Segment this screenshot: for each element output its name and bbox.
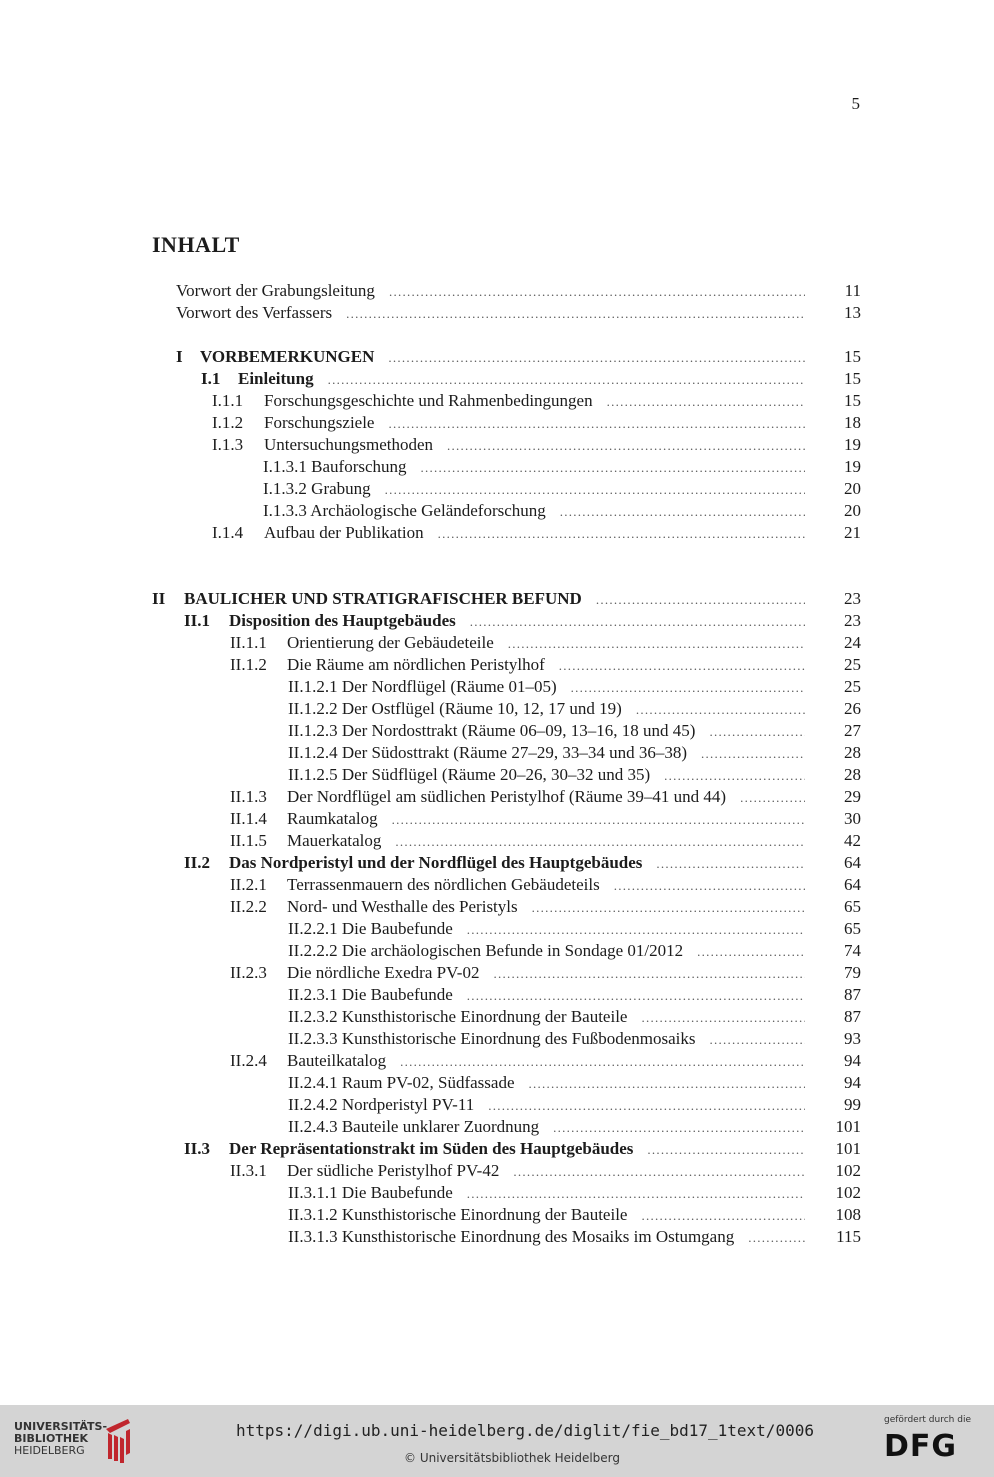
toc-entry[interactable] <box>230 1050 861 1072</box>
toc-entry-number: I.1.4 <box>212 523 244 542</box>
toc-entry[interactable] <box>288 720 861 742</box>
toc-entry[interactable] <box>263 478 861 500</box>
dot-leader <box>710 1029 806 1051</box>
toc-entry-number: I <box>176 347 183 366</box>
toc-entry-page: 99 <box>844 1095 861 1114</box>
toc-entry-title: II.1.2.1 Der Nordflügel (Räume 01–05) <box>288 677 557 696</box>
toc-entry-number: II.2.1 <box>230 875 267 894</box>
toc-entry-number: II <box>152 589 166 608</box>
dot-leader <box>513 1161 805 1183</box>
toc-entry-title: II.2.4.1 Raum PV-02, Südfassade <box>288 1073 515 1092</box>
dot-leader <box>571 677 805 699</box>
library-logo-line: HEIDELBERG <box>14 1444 85 1457</box>
toc-entry[interactable] <box>184 852 861 874</box>
dot-leader <box>740 787 805 809</box>
dot-leader <box>389 281 805 303</box>
toc-entry[interactable] <box>230 896 861 918</box>
toc-entry-title: Vorwort der Grabungsleitung <box>176 281 375 300</box>
toc-entry[interactable] <box>230 808 861 830</box>
toc-entry-page: 26 <box>844 699 861 718</box>
toc-entry-number: II.1 <box>184 611 210 630</box>
dot-leader <box>421 457 805 479</box>
toc-entry[interactable] <box>230 874 861 896</box>
toc-entry-page: 64 <box>844 853 861 872</box>
toc-entry-page: 42 <box>844 831 861 850</box>
toc-entry-page: 20 <box>844 501 861 520</box>
dot-leader <box>709 721 805 743</box>
toc-entry-page: 101 <box>835 1117 861 1136</box>
dot-leader <box>385 479 805 501</box>
dot-leader <box>388 413 805 435</box>
toc-entry-page: 23 <box>844 589 861 608</box>
toc-entry-title: II.2.2.1 Die Baubefunde <box>288 919 453 938</box>
funded-by-label: gefördert durch die <box>884 1415 971 1425</box>
toc-entry-title: Disposition des Hauptgebäudes <box>229 611 456 630</box>
dot-leader <box>395 831 805 853</box>
toc-entry-page: 27 <box>844 721 861 740</box>
toc-entry-title: Die Räume am nördlichen Peristylhof <box>287 655 545 674</box>
dot-leader <box>560 501 805 523</box>
toc-entry-page: 21 <box>844 523 861 542</box>
toc-entry-page: 87 <box>844 985 861 1004</box>
toc-entry-title: II.1.2.3 Der Nordosttrakt (Räume 06–09, 13–16, 18 und 45) <box>288 721 696 740</box>
toc-entry-title: I.1.3.1 Bauforschung <box>263 457 407 476</box>
toc-entry-page: 15 <box>844 391 861 410</box>
toc-entry-page: 23 <box>844 611 861 630</box>
toc-entry[interactable] <box>288 1116 861 1138</box>
toc-entry-page: 11 <box>844 281 861 300</box>
toc-entry-title: Forschungsgeschichte und Rahmenbedingungen <box>264 391 593 410</box>
library-logo-line: UNIVERSITÄTS- <box>14 1420 108 1433</box>
dot-leader <box>697 941 805 963</box>
toc-entry-page: 24 <box>844 633 861 652</box>
dot-leader <box>614 875 805 897</box>
toc-entry-title: BAULICHER UND STRATIGRAFISCHER BEFUND <box>184 589 582 608</box>
toc-entry[interactable] <box>176 280 861 302</box>
dot-leader <box>529 1073 806 1095</box>
toc-entry-title: II.1.2.2 Der Ostflügel (Räume 10, 12, 17 und 19) <box>288 699 622 718</box>
toc-entry-page: 15 <box>844 369 861 388</box>
toc-entry[interactable] <box>288 1072 861 1094</box>
toc-entry-number: II.3 <box>184 1139 210 1158</box>
toc-entry-title: Die nördliche Exedra PV-02 <box>287 963 480 982</box>
toc-entry-page: 74 <box>844 941 861 960</box>
dot-leader <box>559 655 805 677</box>
toc-entry[interactable] <box>176 302 861 324</box>
toc-entry-page: 19 <box>844 435 861 454</box>
dot-leader <box>388 347 805 369</box>
toc-entry[interactable] <box>230 632 861 654</box>
toc-entry-title: II.1.2.4 Der Südosttrakt (Räume 27–29, 33–34 und 36–38) <box>288 743 687 762</box>
toc-entry-title: Einleitung <box>238 369 314 388</box>
toc-entry-page: 94 <box>844 1073 861 1092</box>
toc-entry-title: II.2.3.1 Die Baubefunde <box>288 985 453 1004</box>
toc-entry[interactable] <box>288 1094 861 1116</box>
toc-entry[interactable] <box>230 830 861 852</box>
toc-entry-number: II.1.2 <box>230 655 267 674</box>
toc-entry[interactable] <box>288 1006 861 1028</box>
dot-leader <box>641 1007 805 1029</box>
toc-entry-title: Vorwort des Verfassers <box>176 303 333 322</box>
dot-leader <box>467 1183 805 1205</box>
toc-entry-page: 102 <box>835 1183 861 1202</box>
dot-leader <box>470 611 805 633</box>
toc-entry[interactable] <box>288 698 861 720</box>
toc-entry-number: II.1.3 <box>230 787 267 806</box>
library-logo-line: BIBLIOTHEK <box>14 1432 89 1445</box>
dot-leader <box>488 1095 805 1117</box>
toc-entry-title: II.2.3.2 Kunsthistorische Einordnung der Bauteile <box>288 1007 628 1026</box>
dot-leader <box>748 1227 805 1249</box>
toc-entry-title: II.2.3.3 Kunsthistorische Einordnung des Fußbodenmosaiks <box>288 1029 696 1048</box>
dot-leader <box>553 1117 805 1139</box>
toc-entry-page: 25 <box>844 655 861 674</box>
toc-entry-page: 20 <box>844 479 861 498</box>
toc-entry-page: 29 <box>844 787 861 806</box>
toc-entry-title: VORBEMERKUNGEN <box>200 347 375 366</box>
toc-entry-page: 30 <box>844 809 861 828</box>
dot-leader <box>656 853 805 875</box>
permalink-url[interactable]: https://digi.ub.uni-heidelberg.de/diglit/fie_bd17_1text/0006 <box>236 1421 814 1440</box>
toc-entry-number: II.1.5 <box>230 831 267 850</box>
toc-entry-title: II.2.4.3 Bauteile unklarer Zuordnung <box>288 1117 540 1136</box>
dot-leader <box>532 897 805 919</box>
toc-entry-page: 19 <box>844 457 861 476</box>
toc-entry[interactable] <box>288 984 861 1006</box>
toc-entry[interactable] <box>212 390 861 412</box>
page-number: 5 <box>851 94 860 113</box>
toc-entry-page: 18 <box>844 413 861 432</box>
toc-entry-number: II.2.4 <box>230 1051 267 1070</box>
toc-entry-page: 28 <box>844 743 861 762</box>
toc-entry-title: II.3.1.2 Kunsthistorische Einordnung der Bauteile <box>288 1205 628 1224</box>
toc-entry-title: Der Repräsentationstrakt im Süden des Hauptgebäudes <box>229 1139 634 1158</box>
toc-entry-page: 108 <box>835 1205 861 1224</box>
toc-entry[interactable] <box>263 456 861 478</box>
dot-leader <box>664 765 805 787</box>
toc-entry[interactable] <box>288 1204 861 1226</box>
toc-entry-page: 28 <box>844 765 861 784</box>
toc-entry[interactable] <box>288 676 861 698</box>
library-logo <box>14 1421 107 1457</box>
toc-entry-number: I.1.2 <box>212 413 244 432</box>
toc-entry-page: 94 <box>844 1051 861 1070</box>
dot-leader <box>447 435 805 457</box>
toc-entry[interactable] <box>230 654 861 676</box>
toc-entry[interactable] <box>176 346 861 368</box>
toc-entry-page: 13 <box>844 303 861 322</box>
toc-entry[interactable] <box>152 588 861 610</box>
toc-entry-title: II.2.4.2 Nordperistyl PV-11 <box>288 1095 475 1114</box>
toc-entry-title: II.1.2.5 Der Südflügel (Räume 20–26, 30–32 und 35) <box>288 765 651 784</box>
toc-entry-number: I.1.1 <box>212 391 244 410</box>
toc-entry-title: Nord- und Westhalle des Peristyls <box>287 897 518 916</box>
toc-entry-title: II.3.1.3 Kunsthistorische Einordnung des Mosaiks im Ostumgang <box>288 1227 735 1246</box>
toc-entry-number: II.2.3 <box>230 963 267 982</box>
toc-heading: INHALT <box>152 232 240 257</box>
toc-entry-number: II.1.4 <box>230 809 267 828</box>
toc-entry[interactable] <box>288 1226 861 1248</box>
toc-entry[interactable] <box>288 1182 861 1204</box>
toc-entry[interactable] <box>288 940 861 962</box>
toc-entry-page: 93 <box>844 1029 861 1048</box>
toc-entry[interactable] <box>184 610 861 632</box>
toc-entry-title: Untersuchungsmethoden <box>264 435 434 454</box>
dfg-logo: DFG <box>884 1429 958 1464</box>
toc-entry-title: II.3.1.1 Die Baubefunde <box>288 1183 453 1202</box>
toc-entry-number: II.2 <box>184 853 210 872</box>
dot-leader <box>493 963 805 985</box>
toc-entry-title: Terrassenmauern des nördlichen Gebäudeteils <box>287 875 600 894</box>
library-mark-icon <box>100 1415 140 1465</box>
dot-leader <box>636 699 805 721</box>
dot-leader <box>641 1205 805 1227</box>
dot-leader <box>346 303 805 325</box>
toc-entry-title: Orientierung der Gebäudeteile <box>287 633 494 652</box>
toc-entry-title: Raumkatalog <box>287 809 378 828</box>
toc-entry-title: Forschungsziele <box>264 413 375 432</box>
toc-entry[interactable] <box>212 522 861 544</box>
toc-entry[interactable] <box>288 1028 861 1050</box>
toc-entry-page: 101 <box>835 1139 861 1158</box>
toc-entry[interactable] <box>288 918 861 940</box>
copyright-notice: © Universitätsbibliothek Heidelberg <box>404 1451 621 1465</box>
toc-entry-number: II.3.1 <box>230 1161 267 1180</box>
footer-bar <box>0 1405 994 1477</box>
toc-entry-page: 15 <box>844 347 861 366</box>
dot-leader <box>392 809 805 831</box>
toc-entry[interactable] <box>230 1160 861 1182</box>
toc-entry-title: Mauerkatalog <box>287 831 382 850</box>
dot-leader <box>400 1051 805 1073</box>
dot-leader <box>467 985 805 1007</box>
toc-entry[interactable] <box>212 412 861 434</box>
toc-entry-title: II.2.2.2 Die archäologischen Befunde in Sondage 01/2012 <box>288 941 684 960</box>
toc-entry[interactable] <box>201 368 861 390</box>
toc-entry-title: Bauteilkatalog <box>287 1051 387 1070</box>
toc-entry-page: 25 <box>844 677 861 696</box>
toc-entry-page: 65 <box>844 897 861 916</box>
toc-entry-title: Der südliche Peristylhof PV-42 <box>287 1161 500 1180</box>
toc-entry-page: 102 <box>835 1161 861 1180</box>
toc-entry-title: I.1.3.3 Archäologische Geländeforschung <box>263 501 546 520</box>
toc-entry-number: II.1.1 <box>230 633 267 652</box>
toc-entry-page: 115 <box>836 1227 861 1246</box>
dot-leader <box>508 633 805 655</box>
toc-entry[interactable] <box>230 786 861 808</box>
toc-entry[interactable] <box>288 742 861 764</box>
toc-entry-number: I.1 <box>201 369 221 388</box>
dot-leader <box>438 523 805 545</box>
toc-entry[interactable] <box>230 962 861 984</box>
toc-entry[interactable] <box>263 500 861 522</box>
toc-entry-title: Das Nordperistyl und der Nordflügel des Hauptgebäudes <box>229 853 643 872</box>
dot-leader <box>596 589 805 611</box>
toc-entry-page: 65 <box>844 919 861 938</box>
dot-leader <box>607 391 805 413</box>
dot-leader <box>467 919 805 941</box>
toc-entry[interactable] <box>288 764 861 786</box>
toc-entry-title: Aufbau der Publikation <box>264 523 424 542</box>
toc-entry-title: I.1.3.2 Grabung <box>263 479 371 498</box>
toc-entry-page: 87 <box>844 1007 861 1026</box>
toc-entry[interactable] <box>212 434 861 456</box>
dot-leader <box>647 1139 805 1161</box>
dot-leader <box>701 743 805 765</box>
toc-entry-title: Der Nordflügel am südlichen Peristylhof (Räume 39–41 und 44) <box>287 787 727 806</box>
dot-leader <box>328 369 805 391</box>
toc-entry-page: 64 <box>844 875 861 894</box>
toc-entry-page: 79 <box>844 963 861 982</box>
toc-entry-number: II.2.2 <box>230 897 267 916</box>
toc-entry[interactable] <box>184 1138 861 1160</box>
toc-entry-number: I.1.3 <box>212 435 244 454</box>
